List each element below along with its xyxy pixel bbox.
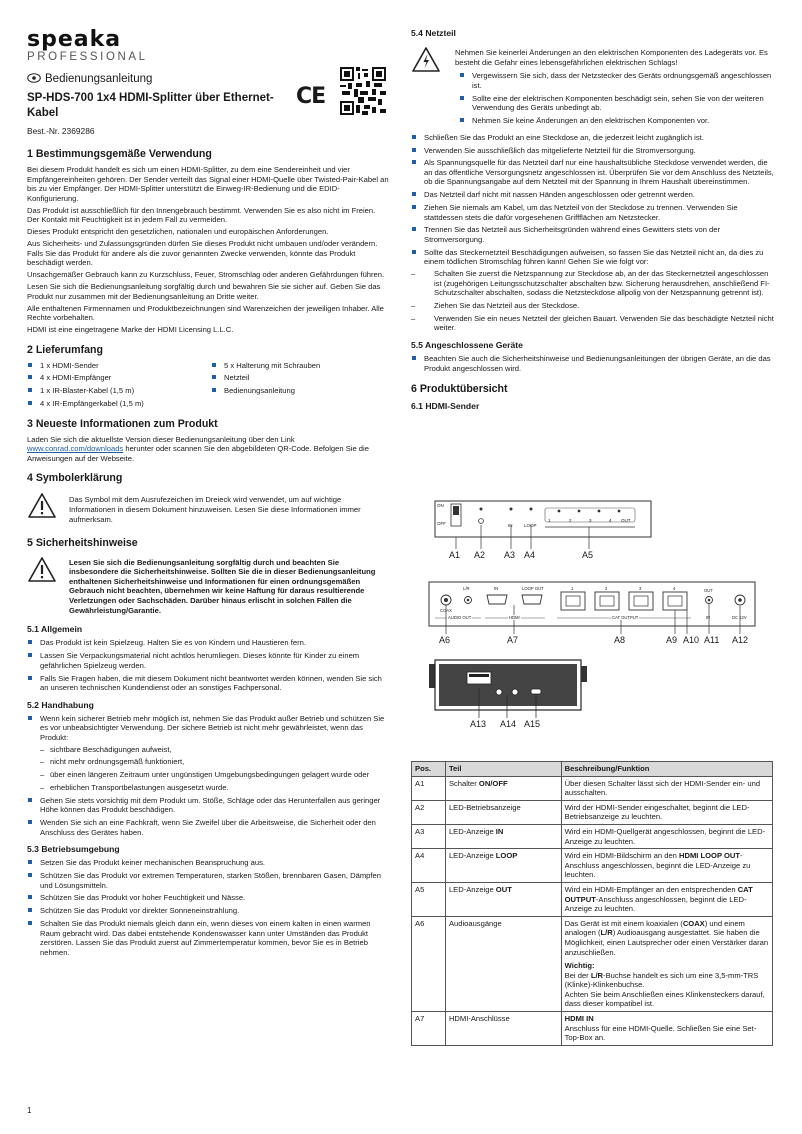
- callout-label: A13: [470, 719, 487, 729]
- delivery-item: 1 x HDMI-Sender: [27, 361, 207, 371]
- loop-label: LOOP: [524, 523, 537, 528]
- s1-p1: Bei diesem Produkt handelt es sich um einen HDMI-Splitter, zu dem eine Sendereinheit und vier Empfängereinheiten gehören. Der Sender verteilt das Signal einer HDMI-Quelle über Twisted-Pair-Kabel an bis zu vier Empfänger. Der HDMI-Splitter unterstützt die Einweg-IR-Bedienung und die EDID-Konfigurierung.: [27, 165, 389, 203]
- list-item: Das Produkt ist kein Spielzeug. Halten Sie es von Kindern und Haustieren fern.: [27, 638, 389, 648]
- port-label: 2: [569, 518, 572, 523]
- list-item: Trennen Sie das Netzteil aus Sicherheitsgründen während eines Gewitters stets von der Stromversorgung.: [411, 225, 777, 244]
- brand-logo: [27, 27, 157, 63]
- s1-p6: Lesen Sie sich die Bedienungsanleitung sorgfältig durch und bewahren Sie sie sicher auf. Geben Sie das Produkt nur zusammen mit der Bedienungsanleitung an Dritte weiter.: [27, 282, 381, 301]
- callout-label: A8: [614, 635, 626, 645]
- page-number: 1: [27, 1106, 32, 1115]
- callout-label: A2: [474, 550, 486, 560]
- section-6-heading: 6 Produktübersicht: [411, 383, 508, 396]
- out-label: OUT: [704, 588, 713, 593]
- table-row: A5 LED-Anzeige OUT Wird ein HDMI-Empfänger an den entsprechenden CAT OUTPUT-Anschluss angeschlossen, beginnt die LED-Anzeige zu leuchten.: [412, 882, 773, 916]
- list-item: Schützen Sie das Produkt vor direkter Sonneneinstrahlung.: [27, 906, 389, 916]
- list-item: Beachten Sie auch die Sicherheitshinweise und Bedienungsanleitungen der übrigen Geräte, an die das Produkt angeschlossen wird.: [411, 354, 777, 373]
- download-link[interactable]: www.conrad.com/downloads: [27, 444, 124, 454]
- parts-table: [411, 761, 773, 1046]
- callout-label: A14: [500, 719, 517, 729]
- out-label: OUT: [621, 518, 631, 523]
- callout-label: A9: [666, 635, 678, 645]
- table-row: A7 HDMI-Anschlüsse HDMI IN Anschluss für eine HDMI-Quelle. Schließen Sie eine Set-Top-Box an.: [412, 1012, 773, 1046]
- sub-item: – Verwenden Sie ein neues Netzteil der gleichen Bauart. Verwenden Sie das beschädigte Netzteil nicht weiter.: [411, 314, 777, 333]
- coax-label: COAX: [440, 608, 452, 613]
- callout-label: A6: [439, 635, 451, 645]
- sub-item: – sichtbare Beschädigungen aufweist,: [40, 745, 389, 755]
- delivery-list: [27, 361, 389, 412]
- warning-triangle-icon: [27, 492, 57, 526]
- callout-label: A10: [683, 635, 700, 645]
- table-header: Teil: [445, 762, 561, 777]
- table-header-row: [412, 762, 773, 777]
- section-5-1-heading: 5.1 Allgemein: [27, 624, 83, 635]
- audio-out-label: AUDIO OUT: [448, 615, 472, 620]
- electric-shock-icon: [411, 46, 441, 129]
- table-row: A1 Schalter ON/OFF Über diesen Schalter lässt sich der HDMI-Sender ein- und ausschalten.: [412, 776, 773, 800]
- s1-p5: Unsachgemäßer Gebrauch kann zu Kurzschluss, Feuer, Stromschlag oder anderen Gefährdungen führen.: [27, 270, 385, 280]
- cat-output-label: CAT OUTPUT: [612, 615, 639, 620]
- list-item: Als Spannungsquelle für das Netzteil darf nur eine haushaltsübliche Steckdose verwendet werden, die an das öffentliche Versorgungsnetz angeschlossen ist. Überprüfen Sie vor dem Anschluss des Netzteils, ob die Spannungsangabe auf dem Netzteil mit der Spannung in Ihrem Haushalt übereinstimmen.: [411, 158, 777, 187]
- device-front-drawing: [411, 497, 777, 565]
- callout-label: A5: [582, 550, 594, 560]
- delivery-item: Bedienungsanleitung: [211, 386, 381, 396]
- list-item: Vergewissern Sie sich, dass der Netzstecker des Geräts ordnungsgemäß angeschlossen ist.: [459, 71, 775, 90]
- callout-label: A3: [504, 550, 516, 560]
- delivery-item: 1 x IR-Blaster-Kabel (1,5 m): [27, 386, 207, 396]
- s3-text: Laden Sie sich die aktuellste Version dieser Bedienungsanleitung über den Link www.conrad.com/downloads herunter oder scannen Sie den abgebildeten QR-Code. Befolgen Sie die Anweisungen auf der Webseite.: [27, 434, 369, 463]
- off-label: OFF: [437, 521, 446, 526]
- port-label: 3: [639, 586, 642, 591]
- list-item: Schließen Sie das Produkt an eine Steckdose an, die jederzeit leicht zugänglich ist.: [411, 133, 777, 143]
- callout-label: A1: [449, 550, 461, 560]
- port-label: 4: [609, 518, 612, 523]
- table-header: Beschreibung/Funktion: [561, 762, 772, 777]
- list-item: Ziehen Sie niemals am Kabel, um das Netzteil von der Steckdose zu trennen. Verwenden Sie stattdessen stets die dafür vorgesehenen Griffflächen am Netzstecker.: [411, 203, 777, 222]
- callout-label: A7: [507, 635, 519, 645]
- dc-label: DC 12V: [732, 615, 747, 620]
- section-1-heading: 1 Bestimmungsgemäße Verwendung: [27, 148, 212, 160]
- section-2-heading: 2 Lieferumfang: [27, 343, 103, 356]
- table-row: A6 Audioausgänge Das Gerät ist mit einem koaxialen (COAX) und einem analogen (L/R) Audioausgang ausgestattet. Sie haben die Möglichkeit, einen Lautsprecher oder einen Verstärker daran anzuschließen. Wichtig: Bei der L/R-Buchse handelt es sich um eine 3,5-mm-TRS (Klinke)-Klinkenbuchse. Achten Sie beim Anschließen eines Klinkensteckers darauf, dass dieser kompatibel ist.: [412, 916, 773, 1011]
- sub-item: – erheblichen Transportbelastungen ausgesetzt wurde.: [40, 783, 389, 793]
- qr-code: [340, 67, 386, 120]
- delivery-item: 4 x IR-Empfängerkabel (1,5 m): [27, 399, 207, 409]
- list-item: Wenn kein sicherer Betrieb mehr möglich ist, nehmen Sie das Produkt außer Betrieb und schützen Sie es vor unbeabsichtigter Verwendung. Der sichere Betrieb ist nicht mehr gewährleistet, wenn das Produkt: – sichtbare Beschädigungen aufweist, – nicht mehr ordnungsgemäß funktioniert, – über einen längeren Zeitraum unter ungünstigen Umgebungsbedingungen gelagert wurde oder – erheblichen Transportbelastungen ausgesetzt wurde.: [27, 714, 389, 793]
- list-item: Sollte das Steckernetzteil Beschädigungen aufweisen, so fassen Sie das Netzteil nicht an, da dies zu einem tödlichen Stromschlag führen kann! Gehen Sie wie folgt vor: – Schalten Sie zuerst die Netzspannung zur Steckdose ab, an der das Steckernetzteil angeschlossen ist (zugehörigen Leitungsschutzschalter abschalten bzw. Sicherung herausdrehen, anschließend FI-Schutzschalter abschalten, sodass die Netzsteckdose allpolig von der Netzspannung getrennt ist). – Ziehen Sie das Netzteil aus der Steckdose. – Verwenden Sie ein neues Netzteil der gleichen Bauart. Verwenden Sie das beschädigte Netzteil nicht weiter.: [411, 248, 777, 333]
- callout-label: A15: [524, 719, 541, 729]
- delivery-item: Netzteil: [211, 373, 381, 383]
- device-back-drawing: [411, 578, 777, 650]
- table-header: Pos.: [412, 762, 446, 777]
- list-item: Setzen Sie das Produkt keiner mechanischen Beanspruchung aus.: [27, 858, 389, 868]
- hdmi-in-label: IN: [494, 586, 499, 591]
- ce-mark: CE: [296, 84, 326, 109]
- brand-sub: PROFESSIONAL: [27, 51, 148, 63]
- port-label: 1: [548, 518, 551, 523]
- list-item: Gehen Sie stets vorsichtig mit dem Produkt um. Stöße, Schläge oder das Herunterfallen aus geringer Höhe können das Produkt beschädigen.: [27, 796, 389, 815]
- delivery-item: 5 x Halterung mit Schrauben: [211, 361, 381, 371]
- port-label: 2: [605, 586, 608, 591]
- s1-p8: HDMI ist eine eingetragene Marke der HDMI Licensing L.L.C.: [27, 324, 234, 334]
- book-icon: [27, 70, 41, 88]
- list-item: Schützen Sie das Produkt vor extremen Temperaturen, starken Stößen, brennbaren Gasen, Dämpfen und Lösungsmitteln.: [27, 871, 389, 890]
- section-3-heading: 3 Neueste Informationen zum Produkt: [27, 417, 218, 430]
- order-number: Best.-Nr. 2369286: [27, 126, 95, 136]
- port-label: 3: [589, 518, 592, 523]
- list-item: Wenden Sie sich an eine Fachkraft, wenn Sie Zweifel über die Arbeitsweise, die Sicherheit oder den Anschluss des Gerätes haben.: [27, 818, 389, 837]
- list-item: Verwenden Sie ausschließlich das mitgelieferte Netzteil für die Stromversorgung.: [411, 146, 777, 156]
- warning-triangle-icon: [27, 556, 57, 618]
- section-4-heading: 4 Symbolerklärung: [27, 472, 123, 485]
- table-row: A3 LED-Anzeige IN Wird ein HDMI-Quellgerät angeschlossen, beginnt die LED-Anzeige zu leuchten.: [412, 824, 773, 848]
- callout-label: A12: [732, 635, 749, 645]
- list-item: Das Netzteil darf nicht mit nassen Händen angeschlossen oder getrennt werden.: [411, 190, 777, 200]
- sub-item: – über einen längeren Zeitraum unter ungünstigen Umgebungsbedingungen gelagert wurde oder: [40, 770, 389, 780]
- s1-p7: Alle enthaltenen Firmennamen und Produktbezeichnungen sind Warenzeichen der jeweiligen Inhaber. Alle Rechte vorbehalten.: [27, 303, 384, 323]
- doc-type-label: Bedienungsanleitung: [45, 73, 153, 85]
- section-5-3-heading: 5.3 Betriebsumgebung: [27, 844, 120, 855]
- s1-p3: Dieses Produkt entspricht den gesetzlichen, nationalen und europäischen Anforderungen.: [27, 227, 329, 237]
- in-label: IN: [508, 523, 513, 528]
- brand-name: speaka: [27, 27, 122, 52]
- section-5-5-heading: 5.5 Angeschlossene Geräte: [411, 339, 523, 350]
- table-row: A4 LED-Anzeige LOOP Wird ein HDMI-Bildschirm an den HDMI LOOP OUT-Anschluss angeschlossen, beginnt die LED-Anzeige zu leuchten.: [412, 849, 773, 883]
- sub-item: – Ziehen Sie das Netzteil aus der Steckdose.: [411, 301, 777, 311]
- s5-warning: Lesen Sie sich die Bedienungsanleitung sorgfältig durch und beachten Sie insbesondere die Sicherheitshinweise. Sollten Sie die in dieser Bedienungsanleitung enthaltenen Sicherheitshinweise und Informationen für einen ordnungsgemäßen Gebrauch nicht beachten, übernehmen wir keine Haftung für daraus resultierende Verletzungen oder Sachschäden. Darüber hinaus erlischt in solchen Fällen die Gewährleistung/Garantie.: [69, 557, 376, 615]
- hdmi-group-label: HDMI: [509, 615, 520, 620]
- s54-warning: Nehmen Sie keinerlei Änderungen an den elektrischen Komponenten des Ladegeräts vor. Es besteht die Gefahr eines lebensgefährlichen elektrischen Schlags!: [455, 48, 768, 67]
- list-item: Schalten Sie das Produkt niemals gleich dann ein, wenn dieses von einem kalten in einen warmen Raum gebracht wird. Das dabei entstehende Kondenswasser kann unter Umständen das Produkt zerstören. Lassen Sie das Produkt zuerst auf Zimmertemperatur kommen, bevor Sie es in Betrieb nehmen.: [27, 919, 389, 957]
- device-side-drawing: [411, 658, 777, 738]
- loop-out-label: LOOP OUT: [522, 586, 544, 591]
- on-label: ON: [437, 503, 444, 508]
- s1-p4: Aus Sicherheits- und Zulassungsgründen dürfen Sie dieses Produkt nicht umbauen und/oder verändern. Falls Sie das Produkt für andere als die zuvor genannten Zwecke verwenden, könnte das Produkt beschädigt werden.: [27, 239, 378, 268]
- lr-label: L/R: [463, 586, 470, 591]
- section-6-1-heading: 6.1 HDMI-Sender: [411, 401, 480, 412]
- callout-label: A11: [704, 635, 720, 645]
- list-item: Nehmen Sie keine Änderungen an den elektrischen Komponenten vor.: [459, 116, 775, 126]
- sub-item: – Schalten Sie zuerst die Netzspannung zur Steckdose ab, an der das Steckernetzteil angeschlossen ist (zugehörigen Leitungsschutzschalter abschalten bzw. Sicherung herausdrehen, anschließend FI-Schutzschalter abschalten, sodass die Netzsteckdose allpolig von der Netzspannung getrennt ist).: [411, 269, 777, 298]
- doc-title: SP-HDS-700 1x4 HDMI-Splitter über Ethernet-Kabel: [27, 92, 274, 119]
- delivery-item: 4 x HDMI-Empfänger: [27, 373, 207, 383]
- section-5-2-heading: 5.2 Handhabung: [27, 699, 94, 710]
- table-row: A2 LED-Betriebsanzeige Wird der HDMI-Sender eingeschaltet, beginnt die LED-Betriebsanzeige zu leuchten.: [412, 800, 773, 824]
- list-item: Schützen Sie das Produkt vor hoher Feuchtigkeit und Nässe.: [27, 893, 389, 903]
- port-label: 4: [673, 586, 676, 591]
- callout-label: A4: [524, 550, 536, 560]
- list-item: Falls Sie Fragen haben, die mit diesem Dokument nicht beantwortet werden können, wenden Sie sich an unseren technischen Kundendienst oder an sonstiges Fachpersonal.: [27, 674, 389, 693]
- section-5-heading: 5 Sicherheitshinweise: [27, 536, 138, 549]
- port-label: 1: [571, 586, 574, 591]
- ir-label: IR: [706, 615, 711, 620]
- section-5-4-heading: 5.4 Netzteil: [411, 28, 456, 38]
- list-item: Lassen Sie Verpackungsmaterial nicht achtlos herumliegen. Dieses könnte für Kinder zu einem gefährlichen Spielzeug werden.: [27, 651, 389, 670]
- s1-p2: Das Produkt ist ausschließlich für den Innengebrauch bestimmt. Verwenden Sie es also nicht im Freien. Der Kontakt mit Feuchtigkeit ist in jedem Fall zu vermeiden.: [27, 205, 376, 225]
- s4-text: Das Symbol mit dem Ausrufezeichen im Dreieck wird verwendet, um auf wichtige Informationen in diesem Dokument hinzuweisen. Lesen Sie diese Informationen immer aufmerksam.: [69, 495, 361, 524]
- list-item: Sollte eine der elektrischen Komponenten beschädigt sein, sehen Sie von der weiteren Verwendung des Geräts unbedingt ab.: [459, 94, 775, 113]
- sub-item: – nicht mehr ordnungsgemäß funktioniert,: [40, 757, 389, 767]
